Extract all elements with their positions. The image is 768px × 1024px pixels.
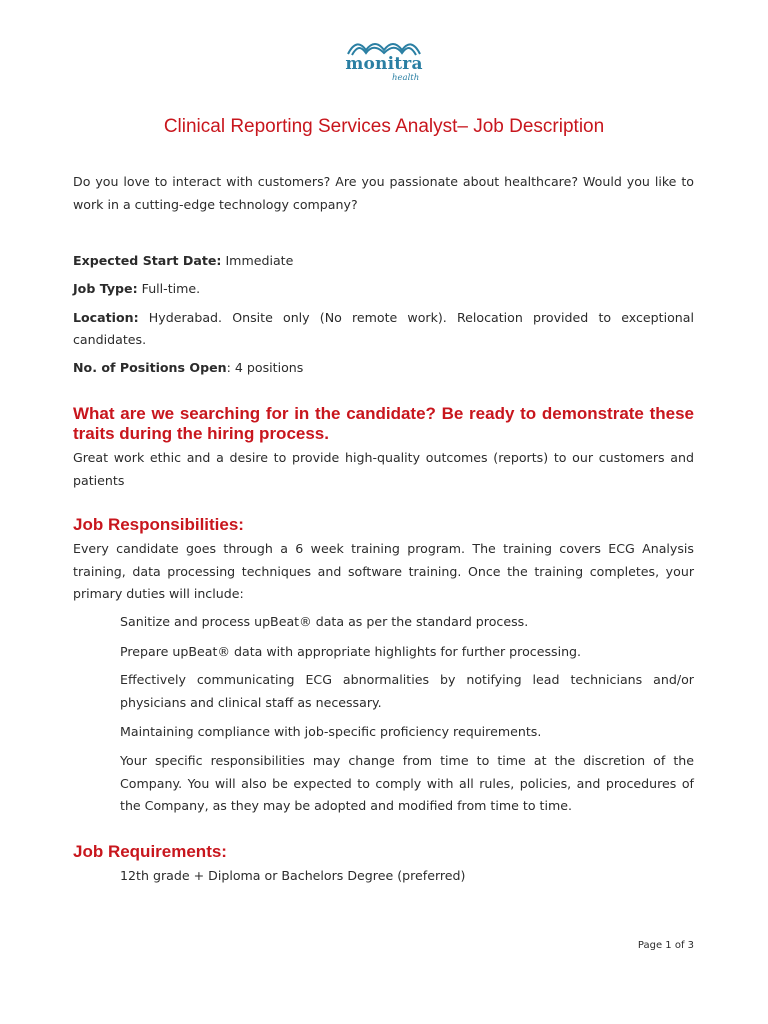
logo-subtitle: health: [392, 73, 420, 83]
responsibility-item: Your specific responsibilities may change from time to time at the discretion of the Company. You will also be expected to comply with all rules, policies, and procedures of the Company, as they may be adopted and modified from time to time.: [120, 753, 694, 813]
field-job-type: [73, 278, 694, 300]
field-start-date-label: Expected Start Date:: [73, 253, 222, 268]
responsibility-item: Prepare upBeat® data with appropriate highlights for further processing.: [120, 644, 582, 659]
field-location: [73, 307, 694, 351]
logo-wordmark: monitra: [345, 54, 423, 74]
field-positions: [73, 357, 694, 379]
field-job-type-value: Full-time.: [137, 281, 201, 296]
responsibility-item: Effectively communicating ECG abnormalities by notifying lead technicians and/or physicians and clinical staff as necessary.: [120, 672, 694, 710]
company-logo: [344, 40, 424, 86]
page-number: Page 1 of 3: [637, 940, 694, 951]
field-location-value: Hyderabad. Onsite only (No remote work). Relocation provided to exceptional candidates.: [73, 310, 694, 347]
intro-paragraph: Do you love to interact with customers? Are you passionate about healthcare? Would you like to work in a cutting-edge technology company?: [73, 174, 694, 212]
requirements-heading: Job Requirements:: [73, 842, 227, 861]
field-job-type-label: Job Type:: [73, 281, 138, 296]
candidate-paragraph: Great work ethic and a desire to provide high-quality outcomes (reports) to our customers and patients: [73, 450, 694, 488]
candidate-heading: What are we searching for in the candidate? Be ready to demonstrate these traits during the hiring process.: [73, 404, 694, 443]
field-positions-value: : 4 positions: [226, 360, 304, 375]
field-start-date: [73, 250, 694, 272]
responsibilities-heading: Job Responsibilities:: [73, 515, 244, 534]
responsibility-item: Sanitize and process upBeat® data as per the standard process.: [120, 614, 529, 629]
responsibility-item: Maintaining compliance with job-specific proficiency requirements.: [120, 724, 542, 739]
field-positions-label: No. of Positions Open: [73, 360, 227, 375]
responsibilities-intro: Every candidate goes through a 6 week training program. The training covers ECG Analysis training, data processing techniques and software training. Once the training completes, your primary duties will include:: [73, 541, 694, 601]
field-location-label: Location:: [73, 310, 139, 325]
field-start-date-value: Immediate: [221, 253, 294, 268]
requirement-item: 12th grade + Diploma or Bachelors Degree (preferred): [120, 868, 466, 883]
document-title: Clinical Reporting Services Analyst– Job Description: [163, 116, 605, 137]
